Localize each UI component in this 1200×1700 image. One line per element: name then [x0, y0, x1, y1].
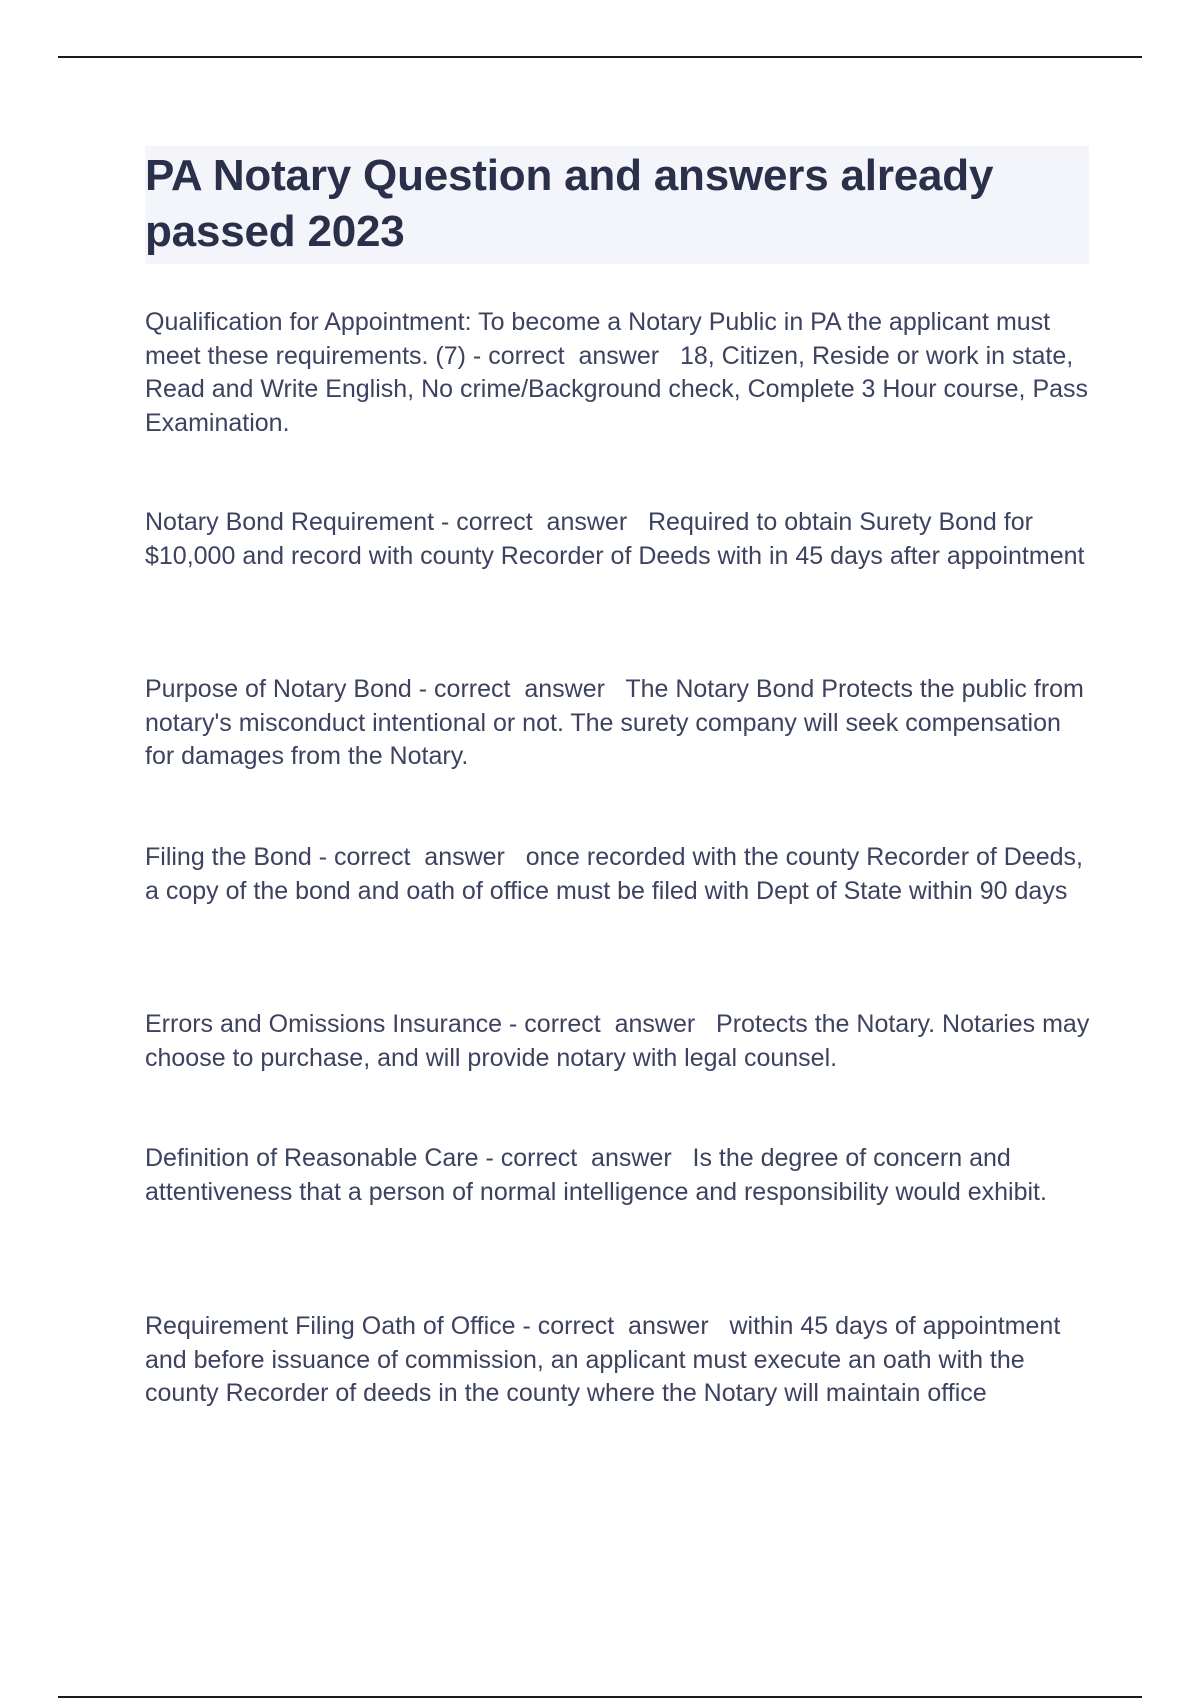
qa-question: Definition of Reasonable Care — [145, 1144, 479, 1172]
qa-separator: - correct answer — [502, 1010, 717, 1038]
title-block — [145, 146, 1089, 264]
qa-separator: - correct answer — [311, 843, 526, 871]
qa-answer: within 45 days of appointment and before issuance of commission, an applicant must execute an oath with the county Recorder of deeds in the county where the Notary will maintain office — [145, 1312, 1068, 1407]
qa-question: Qualification for Appointment: To become a Notary Public in PA the applicant must meet these requirements. (7) — [145, 308, 1058, 370]
top-rule — [58, 56, 1142, 58]
qa-question: Errors and Omissions Insurance — [145, 1010, 503, 1038]
qa-separator: - correct answer — [515, 1312, 730, 1340]
qa-item — [145, 1142, 1091, 1209]
qa-item — [145, 1310, 1091, 1411]
bottom-rule — [58, 1696, 1142, 1698]
qa-answer: The Notary Bond Protects the public from notary's misconduct intentional or not. The surety company will seek compensation for damages from the Notary. — [145, 675, 1091, 770]
document-title: PA Notary Question and answers already passed 2023 — [145, 151, 994, 256]
qa-separator: - correct answer — [478, 1144, 693, 1172]
qa-separator: - correct answer — [434, 508, 648, 536]
qa-item — [145, 506, 1091, 573]
qa-item — [145, 841, 1091, 908]
qa-item — [145, 673, 1091, 774]
qa-item — [145, 1008, 1097, 1075]
qa-answer: Required to obtain Surety Bond for $10,000 and record with county Recorder of Deeds with in 45 days after appointment — [145, 508, 1085, 570]
qa-question: Purpose of Notary Bond — [145, 675, 412, 703]
qa-answer: Is the degree of concern and attentiveness that a person of normal intelligence and responsibility would exhibit. — [145, 1144, 1047, 1206]
qa-answer: once recorded with the county Recorder of Deeds, a copy of the bond and oath of office must be filed with Dept of State within 90 days — [145, 843, 1090, 905]
qa-question: Requirement Filing Oath of Office — [145, 1312, 516, 1340]
qa-item — [145, 306, 1095, 440]
qa-question: Filing the Bond — [145, 843, 312, 871]
qa-separator: - correct answer — [465, 341, 680, 370]
qa-separator: - correct answer — [411, 675, 626, 703]
qa-answer: 18, Citizen, Reside or work in state, Read and Write English, No crime/Background check, Complete 3 Hour course, Pass Examination. — [145, 341, 1095, 437]
qa-question: Notary Bond Requirement — [145, 508, 435, 536]
qa-answer: Protects the Notary. Notaries may choose to purchase, and will provide notary with legal counsel. — [145, 1010, 1097, 1072]
